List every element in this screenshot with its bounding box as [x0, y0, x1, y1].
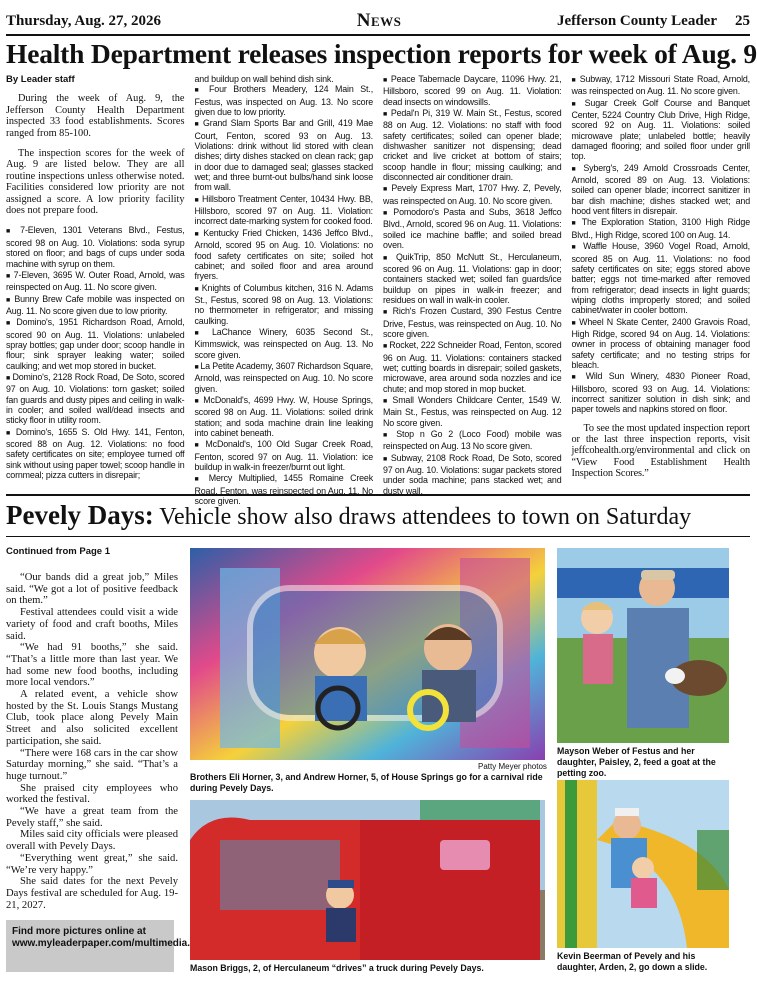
story-paragraph: She said dates for the next Pevely Days festival are scheduled for Aug. 19-21, 2027.: [6, 876, 178, 911]
intro-paragraph: During the week of Aug. 9, the Jefferson County Health Department inspected 33 food establishments. Scores ranged from 85-100.: [6, 93, 185, 139]
inspection-item: ■ LaChance Winery, 6035 Second St., Kimmswick, was reinspected on Aug. 13. No score given.: [195, 327, 374, 360]
inspection-item: ■ Domino's, 1655 S. Old Hwy. 141, Fenton, scored 88 on Aug. 12. Violations: no food safety certificates on site; employee turned off sink without using paper towel; scoop handle in cornmeal; pizza cutters in disrepair;: [6, 427, 185, 481]
intro-paragraph: The inspection scores for the week of Aug. 9 are listed below. They are all routine inspections unless otherwise noted. Facilities considered low priority are not assigned a score. A low priority facility does not prepare food.: [6, 148, 185, 217]
paper-name: Jefferson County Leader: [557, 12, 717, 29]
inspection-item: ■ La Petite Academy, 3607 Richardson Square, Arnold, was reinspected on Aug. 10. No score given.: [195, 361, 374, 394]
photo-caption-4: Kevin Beerman of Pevely and his daughter, Arden, 2, go down a slide.: [557, 951, 708, 972]
section-name: News: [356, 10, 402, 31]
folio-rule: [6, 34, 750, 36]
inspection-item: ■ Pomodoro's Pasta and Subs, 3618 Jeffco Blvd., Arnold, scored 96 on Aug. 11. Violations: soiled ice machine baffle; and soiled bread oven.: [383, 207, 562, 250]
byline: By Leader staff: [6, 74, 75, 85]
inspection-item: ■ Peace Tabernacle Daycare, 11096 Hwy. 21, Hillsboro, scored 99 on Aug. 11. Violation: dead insects on windowsills.: [383, 74, 562, 107]
inspection-item: ■ Kentucky Fried Chicken, 1436 Jeffco Blvd., Arnold, scored 95 on Aug. 10. Violations: no food safety certificates on site; soiled hot cabinet; and soiled floor and area around fryers.: [195, 228, 374, 282]
story-paragraph: “Everything went great,” she said. “We’re very happy.”: [6, 852, 178, 876]
inspection-item: ■ Four Brothers Meadery, 124 Main St., Festus, was inspected on Aug. 13. No score given due to low priority.: [195, 84, 374, 117]
inspection-item: ■ Sugar Creek Golf Course and Banquet Center, 5224 Country Club Drive, High Ridge, scored 92 on Aug. 11. Violations: soiled microwave plate; unlabeled bottle; heavily damaged flooring; and soiled floor under grill top.: [572, 98, 751, 162]
article-column-1: [6, 74, 185, 492]
article-column-3: [383, 74, 562, 496]
inspection-item: ■ 7-Eleven, 3695 W. Outer Road, Arnold, was reinspected on Aug. 11. No score given.: [6, 270, 185, 293]
carnival-ride-photo: [190, 548, 545, 760]
issue-date: Thursday, Aug. 27, 2026: [6, 12, 162, 29]
inspection-item: ■ McDonald's, 100 Old Sugar Creek Road, Fenton, scored 97 on Aug. 11. Violation: ice buildup in walk-in freezer/burnt out light.: [195, 439, 374, 472]
story-paragraph: She praised city employees who worked the festival.: [6, 782, 178, 806]
section-rule: [6, 494, 750, 496]
photo-caption-1: Brothers Eli Horner, 3, and Andrew Horner, 5, of House Springs go for a carnival ride during Pevely Days.: [190, 772, 543, 793]
photo-caption-3: Mason Briggs, 2, of Herculaneum “drives” a truck during Pevely Days.: [190, 963, 484, 973]
story-paragraph: “We have a great team from the Pevely staff,” she said.: [6, 806, 178, 829]
story-paragraph: “Our bands did a great job,” Miles said. “We got a lot of positive feedback on them.”: [6, 572, 178, 607]
multimedia-promo[interactable]: Find more pictures online at www.myleaderpaper.com/multimedia.: [6, 920, 174, 972]
story-paragraph: “There were 168 cars in the car show Saturday morning,” she said. “That’s a huge turnout.”: [6, 747, 178, 782]
story-paragraph: A related event, a vehicle show hosted by the St. Louis Stangs Mustang Club, took place along Pevely Main Street and also solicited excellent participation, she said.: [6, 689, 178, 747]
pevely-headline: [6, 500, 750, 531]
page-number: 25: [735, 12, 750, 29]
inspection-item: ■ Wild Sun Winery, 4830 Pioneer Road, Hillsboro, scored 93 on Aug. 14. Violations: incorrect sanitizer solution in dish sink; and paper towels and napkins stored on floor.: [572, 371, 751, 414]
slide-photo: [557, 780, 729, 948]
inspection-item: ■ Subway, 1712 Missouri State Road, Arnold, was reinspected on Aug. 11. No score given.: [572, 74, 751, 97]
inspection-item: ■ McDonald's, 4699 Hwy. W, House Springs, scored 98 on Aug. 11. Violations: soiled drink station; and soda machine drain line leaking into cabinet beneath.: [195, 395, 374, 438]
story-paragraph: “We had 91 booths,” she said. “That’s a little more than last year. We had some new food booths, including more local vendors.”: [6, 642, 178, 689]
inspection-item: ■ Subway, 2108 Rock Road, De Soto, scored 97 on Aug. 10. Violations: sugar packets stored under soda machine; pans stacked wet; and dusty wall.: [383, 453, 562, 496]
story-paragraph: Festival attendees could visit a wide variety of food and craft booths, Miles said.: [6, 607, 178, 642]
closing-paragraph: To see the most updated inspection report or the last three inspection reports, visit jeffcohealth.org/environmental and click on “View Food Establishment Health Inspection Scores.”: [571, 422, 750, 480]
inspection-item: ■ 7-Eleven, 1301 Veterans Blvd., Festus, scored 98 on Aug. 10. Violations: soda syrup stored on floor; and bags of cups under soda machine with syrup on them.: [6, 225, 185, 268]
continued-line: Continued from Page 1: [6, 546, 110, 557]
inspection-item: ■ Small Wonders Childcare Center, 1549 W. Main St., Festus, was reinspected on Aug. 12 No score given.: [383, 395, 562, 428]
inspection-item: ■ Grand Slam Sports Bar and Grill, 419 Mae Court, Fenton, scored 93 on Aug. 13. Violations: drink without lid stored with clean dishes; dirty dishes stacked on clean rack; gap in door due to damaged seal; glasses stacked wet; and three burnt-out bulbs/hand sink loose from wall.: [195, 118, 374, 192]
inspection-item: ■ Domino's, 1951 Richardson Road, Arnold, scored 90 on Aug. 11. Violations: unlabeled spray bottles; gap under door; scoop handle in flour; sink sprayer leaking water; soiled caulking; and wet mop stored in bucket.: [6, 317, 185, 371]
inspection-item: ■ Waffle House, 3960 Vogel Road, Arnold, scored 85 on Aug. 11. Violations: no food safety certificates on site; eggs stored above batter; eggs not time-marked after removed from refrigerator; dead insects in light guards; wiping cloths improperly stored; and soiled cabinet/water in cooler bottom.: [572, 241, 751, 315]
petting-zoo-photo: [557, 548, 729, 743]
pevely-headline-text: Vehicle show also draws attendees to town on Saturday: [159, 504, 692, 530]
inspection-item: ■ Stop n Go 2 (Loco Food) mobile was reinspected on Aug. 13 No score given.: [383, 429, 562, 452]
inspection-item: ■ Pedal'n Pi, 319 W. Main St., Festus, scored 88 on Aug. 12. Violations: no staff with food safety certificates; soiled can opener blade; dishwasher sanitizer not dispensing; dead cricket and live cricket at bottom of stairs; scoop handle in flour; missing caulking; and disconnected air conditioner drain.: [383, 108, 562, 182]
photo-credit: Patty Meyer photos: [478, 762, 547, 771]
headline-rule: [6, 536, 750, 537]
inspection-article: [6, 74, 751, 507]
inspection-item: ■ QuikTrip, 850 McNutt St., Herculaneum, scored 96 on Aug. 11. Violations: gap in door; containers stacked wet; soiled fan guards/ice buildup on pipes in walk-in freezer; and residues on wall in walk-in cooler.: [383, 252, 562, 306]
inspection-headline: Health Department releases inspection reports for week of Aug. 9: [6, 38, 757, 69]
inspection-item: ■ The Exploration Station, 3100 High Ridge Blvd., High Ridge, scored 100 on Aug. 14.: [572, 217, 751, 240]
inspection-item: ■ Domino's, 2128 Rock Road, De Soto, scored 97 on Aug. 10. Violations: torn gasket; soiled fan guards and dusty pipes and ceiling in walk-in cooler; and soiled wall/dead insects and sticky floor in utility room.: [6, 372, 185, 426]
inspection-item: ■ Mercy Multiplied, 1455 Romaine Creek Road, Fenton, was reinspected on Aug. 11. No score given.: [195, 473, 374, 506]
inspection-item: ■ Rich's Frozen Custard, 390 Festus Centre Drive, Festus, was reinspected on Aug. 10. No score given.: [383, 306, 562, 339]
pevely-headline-kicker: Pevely Days:: [6, 500, 154, 530]
inspection-item: ■ Wheel N Skate Center, 2400 Gravois Road, High Ridge, scored 94 on Aug. 14. Violations: owner in process of obtaining manager food safety certificate; and no testing strips for bleach.: [572, 317, 751, 371]
red-truck-photo: [190, 800, 545, 960]
page-folio: [6, 10, 750, 32]
inspection-item: ■ Knights of Columbus kitchen, 316 N. Adams St., Festus, scored 98 on Aug. 13. Violations: no thermometer in refrigerator; and missing caulking.: [195, 283, 374, 326]
inspection-item-continued: and buildup on wall behind dish sink.: [194, 74, 334, 84]
story-paragraph: Miles said city officials were pleased overall with Pevely Days.: [6, 829, 178, 853]
inspection-item: ■ Bunny Brew Cafe mobile was inspected on Aug. 11. No score given due to low priority.: [6, 294, 185, 317]
photo-caption-2: Mayson Weber of Festus and her daughter, Paisley, 2, feed a goat at the petting zoo.: [557, 746, 716, 778]
inspection-item: ■ Syberg's, 249 Arnold Crossroads Center, Arnold, scored 89 on Aug. 13. Violations: soiled can opener blade; incorrect sanitizer in bar dish machine; dishes stacked wet; and hood vent filters in disrepair.: [572, 163, 751, 217]
inspection-item: ■ Rocket, 222 Schneider Road, Fenton, scored 96 on Aug. 11. Violations: containers stacked wet; cutting boards in disrepair; soiled gaskets, microwave, area around soda nozzles and ice chute; and mop stored in mop bucket.: [383, 340, 562, 394]
article-column-2: [194, 74, 374, 507]
inspection-item: ■ Hillsboro Treatment Center, 10434 Hwy. BB, Hillsboro, scored 97 on Aug. 11. Violation: incorrect date-marking system for cooked food.: [195, 194, 374, 227]
article-column-4: [572, 74, 751, 492]
inspection-item: ■ Pevely Express Mart, 1707 Hwy. Z, Pevely, was reinspected on Aug. 10. No score given.: [383, 183, 562, 206]
pevely-story: [6, 572, 178, 932]
